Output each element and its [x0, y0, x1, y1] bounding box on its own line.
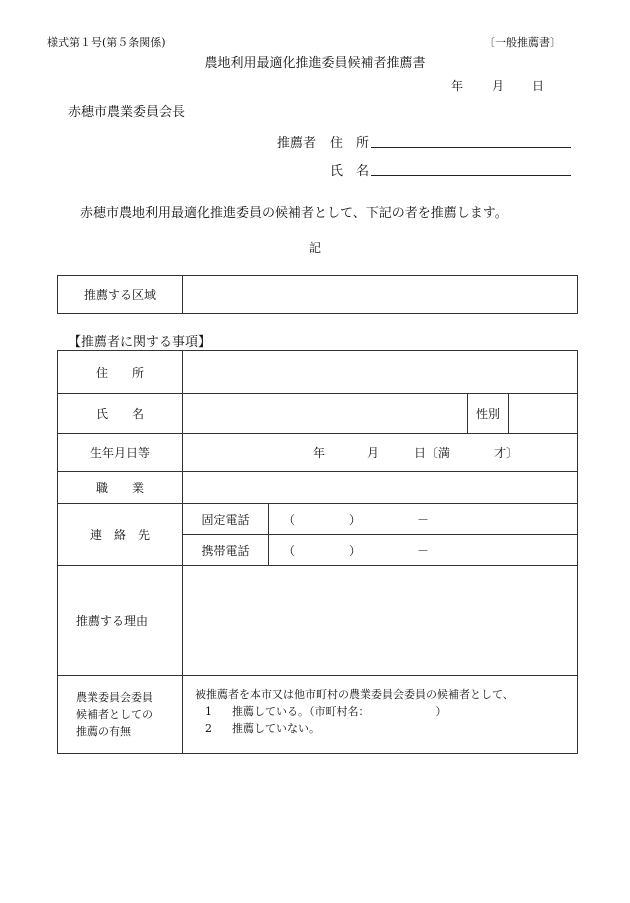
committee-field: [183, 676, 578, 754]
landline-label: 固定電話: [183, 504, 269, 535]
recommender-name-field[interactable]: [371, 175, 571, 176]
landline-open-paren: （: [283, 512, 296, 527]
birth-label: 生年月日等: [58, 434, 183, 472]
birth-day-label: 日〔満: [414, 446, 451, 460]
committee-label-line3: 推薦の有無: [76, 725, 131, 738]
date-day-label: 日: [532, 79, 545, 93]
option-1-close: ）: [435, 705, 447, 718]
page-title: 農地利用最適化推進委員候補者推薦書: [204, 56, 426, 71]
gender-field[interactable]: [509, 394, 578, 434]
date-month-label: 月: [492, 79, 505, 93]
recommender-name-label: 氏 名: [330, 164, 370, 179]
recommender-address-label: 住 所: [330, 136, 370, 151]
recommender-address-field[interactable]: [371, 147, 571, 148]
name-field[interactable]: [183, 394, 468, 434]
mobile-label: 携帯電話: [183, 535, 269, 566]
section-title: 【推薦者に関する事項】: [68, 335, 212, 350]
option-1[interactable]: [195, 703, 577, 720]
candidate-table: [57, 350, 578, 754]
birth-age-label: 才〕: [494, 446, 519, 460]
address-row: [58, 351, 578, 394]
landline-dash: －: [417, 512, 430, 527]
birth-year-label: 年: [313, 446, 326, 460]
mobile-dash: －: [417, 543, 430, 558]
option-2-number: 2: [205, 722, 212, 735]
occupation-row: [58, 472, 578, 504]
recommender-label: 推薦者: [277, 136, 317, 151]
option-1-number: 1: [205, 705, 212, 718]
mobile-open-paren: （: [283, 543, 296, 558]
birth-field[interactable]: [183, 434, 578, 472]
reason-row: [58, 566, 578, 676]
option-2-text: 推薦していない。: [232, 722, 320, 735]
reason-field[interactable]: [183, 566, 578, 676]
occupation-label: 職 業: [58, 472, 183, 504]
region-label: 推薦する区域: [58, 276, 183, 314]
contact-label: 連 絡 先: [58, 504, 183, 566]
option-2[interactable]: [195, 720, 577, 737]
name-row: [58, 394, 578, 434]
birth-month-label: 月: [367, 446, 380, 460]
committee-label-line2: 候補者としての: [76, 708, 153, 721]
form-category: 〔一般推薦書〕: [484, 36, 561, 49]
committee-intro: 被推薦者を本市又は他市町村の農業委員会委員の候補者として、: [195, 688, 514, 701]
region-field[interactable]: [183, 276, 578, 314]
region-table: [57, 275, 578, 314]
committee-row: [58, 676, 578, 754]
mobile-field[interactable]: [269, 535, 578, 566]
birth-row: [58, 434, 578, 472]
committee-label: [58, 676, 183, 754]
landline-field[interactable]: [269, 504, 578, 535]
reason-label: 推薦する理由: [58, 566, 183, 676]
address-field[interactable]: [183, 351, 578, 394]
gender-label: 性別: [468, 394, 509, 434]
mobile-close-paren: ）: [349, 543, 362, 558]
landline-close-paren: ）: [349, 512, 362, 527]
occupation-field[interactable]: [183, 472, 578, 504]
addressee: 赤穂市農業委員会長: [68, 105, 186, 120]
ki-heading: 記: [308, 241, 321, 255]
statement: 赤穂市農地利用最適化推進委員の候補者として、下記の者を推薦します。: [80, 206, 508, 221]
form-number: 様式第１号(第５条関係): [47, 36, 166, 49]
committee-label-line1: 農業委員会委員: [76, 691, 153, 704]
landline-row: [58, 504, 578, 535]
name-label: 氏 名: [58, 394, 183, 434]
option-1-text: 推薦している。（市町村名：: [232, 705, 370, 718]
date-year-label: 年: [451, 79, 464, 93]
address-label: 住 所: [58, 351, 183, 394]
